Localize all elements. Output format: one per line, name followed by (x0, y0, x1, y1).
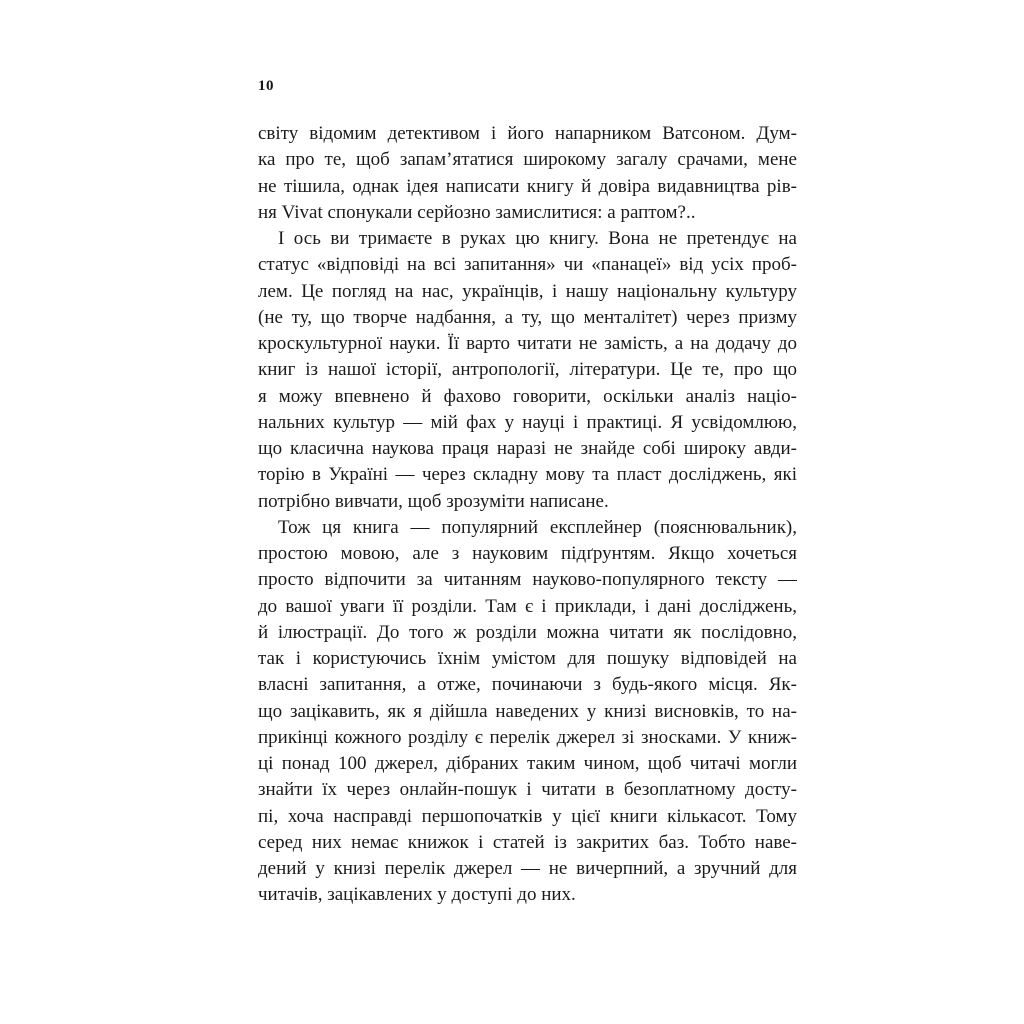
text-line: нальних культур — мій фах у науці і практиці. Я усвідомлюю, (258, 411, 797, 433)
paragraph (258, 226, 797, 515)
text-line: потрібно вивчати, щоб зрозуміти написане. (258, 490, 609, 512)
text-line: торію в Україні — через складну мову та пласт досліджень, які (258, 464, 797, 486)
text-line: знайти їх через онлайн-пошук і читати в безоплатному досту- (258, 779, 797, 801)
text-line: ці понад 100 джерел, дібраних таким чином, щоб читачі могли (258, 753, 797, 774)
text-line: що класична наукова праця наразі не знайде собі широку авди- (258, 438, 797, 459)
paragraph (258, 515, 797, 909)
text-line: книг із нашої історії, антропології, літератури. Це те, про що (258, 359, 797, 381)
text-line: (не ту, що творче надбання, а ту, що менталітет) через призму (258, 306, 797, 328)
text-line: не тішила, однак ідея написати книгу й довіра видавництва рів- (258, 175, 797, 197)
text-line: ня Vivat спонукали серйозно замислитися: а раптом?.. (258, 201, 696, 223)
body-text (258, 121, 797, 909)
text-line: Тож ця книга — популярний експлейнер (пояснювальник), (278, 516, 797, 538)
text-line: прикінці кожного розділу є перелік джерел зі зносками. У книж- (258, 726, 797, 748)
text-line: дений у книзі перелік джерел — не вичерпний, а зручний для (258, 858, 797, 879)
text-line: простою мовою, але з науковим підґрунтям. Якщо хочеться (258, 543, 797, 564)
text-line: кроскультурної науки. Її варто читати не замість, а на додачу до (258, 333, 797, 354)
text-line: статус «відповіді на всі запитання» чи «панацеї» від усіх проб- (258, 254, 797, 276)
text-line: й ілюстрації. До того ж розділи можна читати як послідовно, (258, 621, 797, 643)
text-line: серед них немає книжок і статей із закритих баз. Тобто наве- (258, 831, 797, 853)
text-line: я можу впевнено й фахово говорити, оскільки аналіз націо- (258, 385, 797, 407)
text-line: пі, хоча насправді першопочатків у цієї книги кількасот. Тому (258, 805, 797, 827)
text-line: власні запитання, а отже, починаючи з будь-якого місця. Як- (258, 674, 797, 696)
text-line: до вашої уваги її розділи. Там є і приклади, і дані досліджень, (258, 595, 797, 617)
text-line: лем. Це погляд на нас, українців, і нашу національну культуру (258, 280, 797, 302)
text-line: що зацікавить, як я дійшла наведених у книзі висновків, то на- (258, 700, 797, 722)
text-line: І ось ви тримаєте в руках цю книгу. Вона не претендує на (278, 228, 797, 249)
text-line: читачів, зацікавлених у доступі до них. (258, 884, 576, 906)
text-line: ка про те, щоб запам’ятатися широкому загалу срачами, мене (258, 149, 797, 171)
page-number: 10 (258, 78, 274, 94)
paragraph (258, 121, 797, 226)
text-line: просто відпочити за читанням науково-популярного тексту — (258, 569, 797, 591)
text-line: так і користуючись їхнім умістом для пошуку відповідей на (258, 648, 797, 669)
text-line: світу відомим детективом і його напарником Ватсоном. Дум- (258, 123, 797, 144)
